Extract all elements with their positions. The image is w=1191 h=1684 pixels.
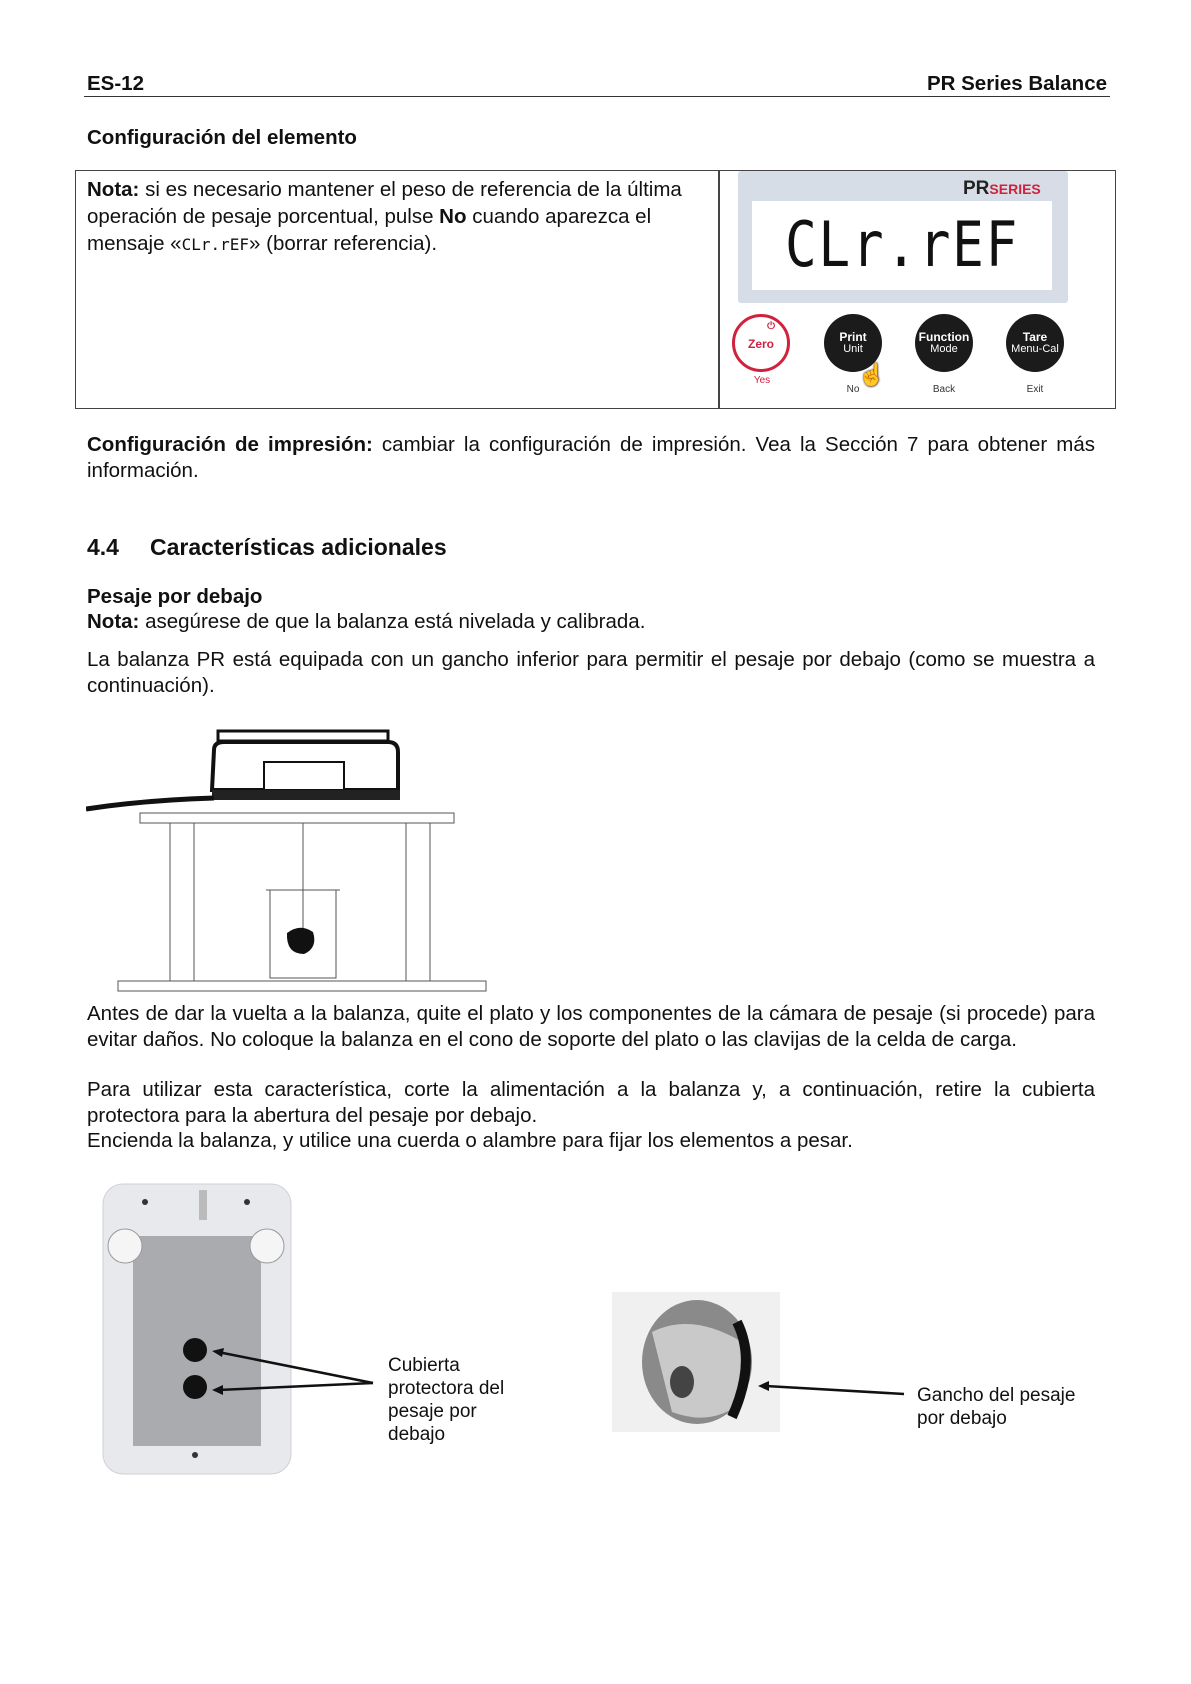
page-number: ES-12	[87, 72, 144, 95]
mode-label: Mode	[930, 343, 958, 355]
print-label: Print	[839, 330, 867, 344]
usage-paragraph: Para utilizar esta característica, corte la alimentación a la balanza y, a continuación, retire la cubierta protectora para la abertura del pesaje por debajo.	[87, 1078, 1095, 1127]
yes-label: Yes	[753, 375, 771, 386]
intro-paragraph: La balanza PR está equipada con un gancho inferior para permitir el pesaje por debajo (como se muestra a continuación).	[87, 648, 1095, 697]
cover-arrows	[210, 1340, 380, 1410]
power-on-paragraph: Encienda la balanza, y utilice una cuerda o alambre para fijar los elementos a pesar.	[87, 1129, 853, 1152]
note-label: Nota:	[87, 178, 140, 201]
print-config-label: Configuración de impresión:	[87, 433, 373, 456]
brand-pr: PR	[963, 178, 990, 199]
cover-label: Cubierta protectora del pesaje por debajo	[388, 1355, 505, 1445]
brand-series: SERIES	[989, 181, 1041, 197]
lcd-readout: CLr.rEF	[785, 208, 1020, 281]
note-text-2: cuando aparezca el mensaje «	[87, 205, 652, 255]
balance-bottom-photo	[95, 1180, 335, 1485]
level-note-text: asegúrese de que la balanza está nivelada y calibrada.	[139, 610, 646, 633]
section-title-element-config: Configuración del elemento	[87, 126, 357, 149]
header-rule	[84, 96, 1110, 97]
hook-label: Gancho del pesaje por debajo	[917, 1385, 1076, 1429]
table-divider	[718, 170, 720, 409]
function-mode-button[interactable]	[915, 314, 973, 372]
note-text-1: si es necesario mantener el peso de referencia de la última operación de pesaje porcentual, pulse	[87, 178, 682, 228]
document-title: PR Series Balance	[926, 72, 1107, 95]
note-text-3: » (borrar referencia).	[249, 232, 438, 255]
level-note	[87, 609, 645, 635]
note-code: CLr.rEF	[181, 235, 250, 254]
note-text	[87, 176, 687, 258]
section-number: 4.4	[87, 534, 119, 560]
tare-menu-cal-button[interactable]	[1006, 314, 1064, 372]
note-no: No	[439, 205, 467, 228]
zero-label: Zero	[747, 337, 774, 351]
below-weighing-illustration	[86, 728, 491, 994]
no-label: No	[846, 384, 860, 395]
function-label: Function	[918, 330, 970, 344]
hook-photo	[612, 1292, 780, 1432]
print-config-paragraph	[87, 432, 1095, 483]
menu-cal-label: Menu-Cal	[1011, 343, 1059, 355]
brand-logo	[963, 178, 1041, 200]
hand-pointer-icon: ☝	[858, 362, 886, 387]
section-heading: Características adicionales	[150, 534, 447, 560]
zero-button[interactable]	[732, 314, 790, 372]
tare-label: Tare	[1022, 330, 1048, 344]
exit-label: Exit	[1026, 384, 1044, 395]
turnover-paragraph: Antes de dar la vuelta a la balanza, quite el plato y los componentes de la cámara de pesaje (si procede) para evitar daños. No coloque la balanza en el cono de soporte del plato o las clavijas de la celda de carga.	[87, 1002, 1095, 1051]
back-label: Back	[932, 384, 956, 395]
power-icon: ⏻	[767, 321, 775, 332]
print-config-text: cambiar la configuración de impresión. Vea la Sección 7 para obtener más información.	[87, 433, 1096, 482]
hook-arrow	[756, 1378, 906, 1398]
unit-label: Unit	[843, 343, 863, 355]
subsection-title: Pesaje por debajo	[87, 585, 263, 608]
level-note-label: Nota:	[87, 610, 140, 633]
